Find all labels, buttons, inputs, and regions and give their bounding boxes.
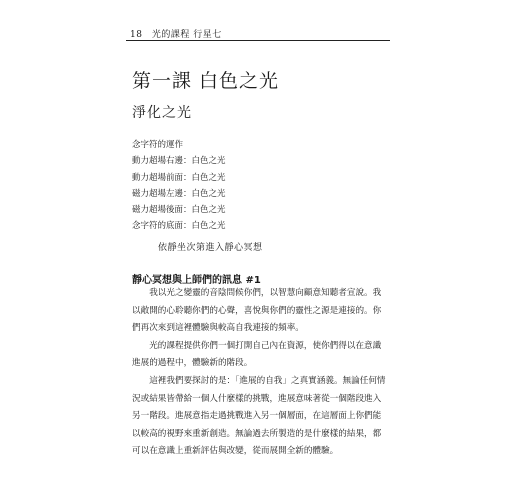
- running-header: [130, 27, 380, 40]
- message-body: [132, 285, 386, 461]
- running-title: 光的課程 行星七: [151, 30, 222, 40]
- section-title: 淨化之光: [132, 105, 192, 121]
- light-sequence-list: [132, 137, 226, 235]
- sequence-item: 動力超場右邊：白色之光: [132, 156, 226, 167]
- message-heading: 靜心冥想與上師們的訊息 #1: [132, 275, 261, 286]
- sequence-item: 念字符的底面：白色之光: [132, 221, 226, 232]
- sequence-item: 動力超場前面：白色之光: [132, 172, 226, 183]
- sequence-item: 磁力超場左邊：白色之光: [132, 188, 226, 199]
- body-paragraph: 光的課程提供你們一個打開自己內在資源，使你們得以在意識進展的過程中，體驗新的階段。: [132, 340, 382, 369]
- sequence-item: 磁力超場後面：白色之光: [132, 205, 226, 216]
- lesson-title: 第一課 白色之光: [132, 70, 280, 92]
- page-number: 18: [130, 30, 143, 40]
- body-paragraph: 這裡我們要探討的是：「進展的自我」之真實涵義。無論任何情況或結果皆帶給一個人什麼樣的挑戰，進展意味著從一個階段進入另一階段。進展意指走過挑戰進入另一個層面，在這層面上你們能以較高的視野來重新創造。無論過去所製造的是什麼樣的結果，都可以在意識上重新評估與改變，從而展開全新的體驗。: [132, 375, 386, 457]
- body-paragraph: 我以光之變靈的音陰問候你們，以智慧向顧意知聽者宣說。我以敞開的心聆聽你們的心聲，喜悅與你們的靈性之源是連接的。你們再次來到這裡體驗與較高自我連接的頻率。: [132, 288, 382, 334]
- header-rule: [126, 40, 390, 41]
- meditation-instruction: 依靜坐次第進入靜心冥想: [158, 243, 263, 253]
- sequence-item: 念字符的運作: [132, 140, 184, 150]
